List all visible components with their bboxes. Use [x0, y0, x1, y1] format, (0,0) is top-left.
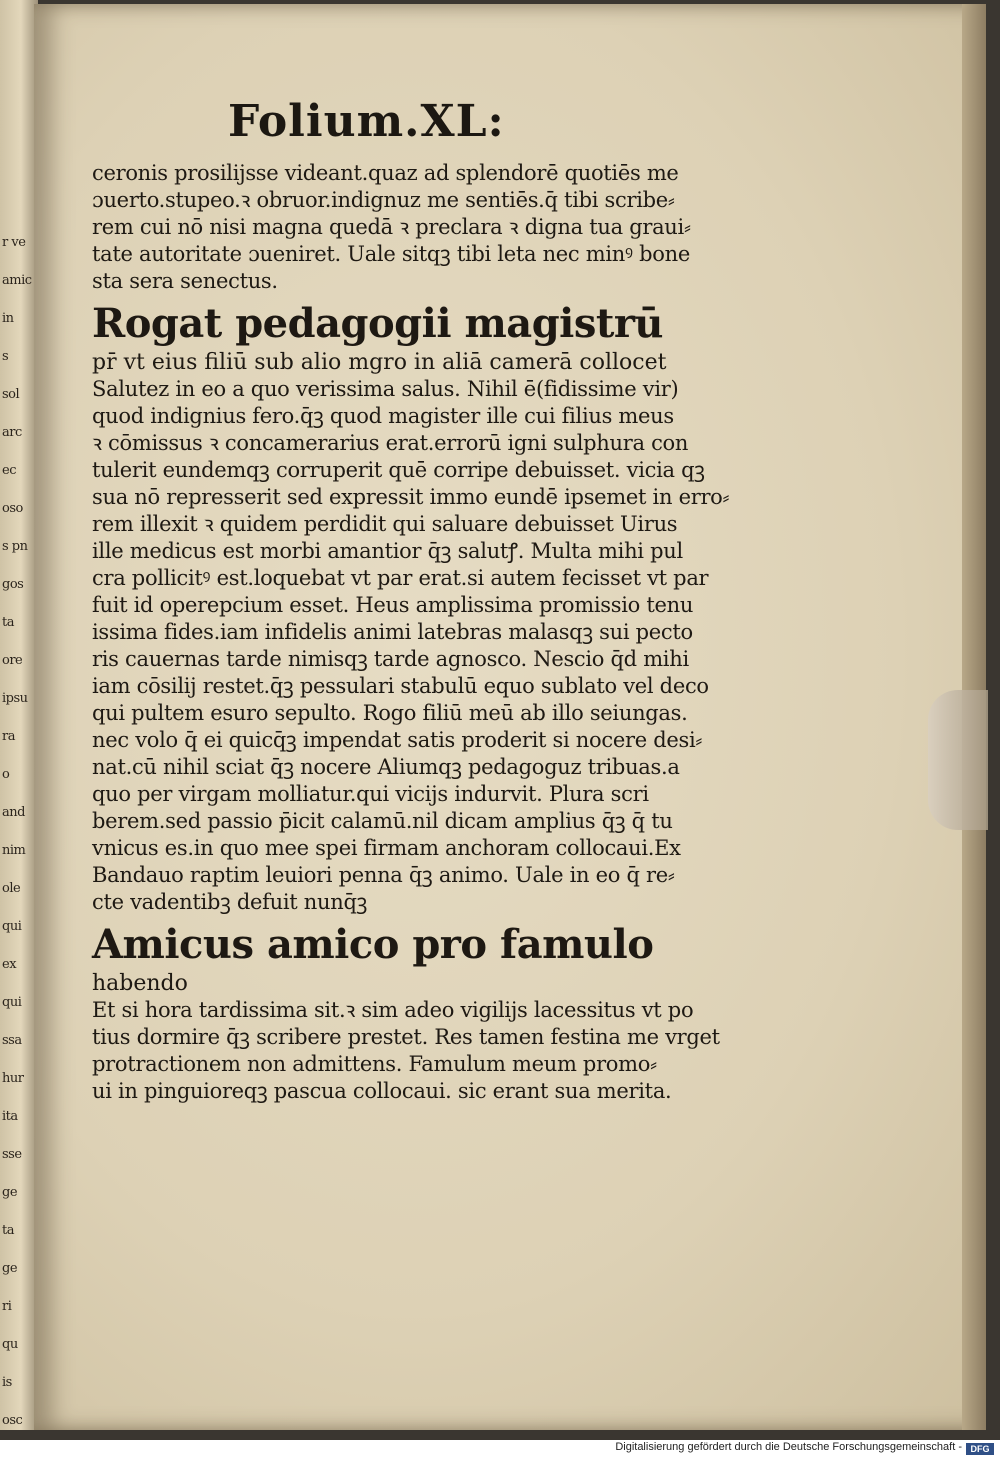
bookmark-clip: [928, 690, 988, 830]
facing-page-fragment: r ve: [2, 235, 26, 250]
text-block: [92, 160, 742, 1105]
dfg-logo: DFG: [966, 1443, 994, 1455]
facing-page-fragment: ta: [2, 615, 14, 630]
letter-body-1-line: nec volo q̄ ei quicq̄ꝫ impendat satis proderit si nocere desi⸗: [92, 728, 703, 752]
facing-page-fragment: s: [2, 349, 9, 364]
letter-body-1-line: cte vadentibꝫ defuit nunq̄ꝫ: [92, 890, 368, 914]
facing-page-fragment: ec: [2, 463, 16, 478]
letter-body-1-line: fuit id operepcium esset. Heus amplissima promissio tenu: [92, 593, 694, 617]
letter-ending-line: ceronis prosilijsse videant.quaz ad splendorē quotiēs me: [92, 161, 679, 185]
letter-body-1-line: quo per virgam molliatur.qui vicijs indurvit. Plura scri: [92, 782, 649, 806]
facing-page-fragment: ta: [2, 1223, 14, 1238]
facing-page-fragment: sol: [2, 387, 20, 402]
facing-page-fragment: ita: [2, 1109, 18, 1124]
facing-page-fragment: ssa: [2, 1033, 22, 1048]
facing-page-fragment: osc: [2, 1413, 23, 1428]
letter-heading-2-subtitle: habendo: [92, 971, 188, 996]
facing-page-fragment: in: [2, 311, 14, 326]
letter-body-1-line: rem illexit ꝛ quidem perdidit qui saluare debuisset Uirus: [92, 512, 678, 536]
letter-ending: [92, 160, 742, 295]
letter-body-1-line: ille medicus est morbi amantior q̄ꝫ salutꝭ. Multa mihi pul: [92, 539, 683, 563]
facing-page-fragment: amic: [2, 273, 32, 288]
facing-page-fragment: is: [2, 1375, 12, 1390]
letter-body-2-line: Et si hora tardissima sit.ꝛ sim adeo vigilijs lacessitus vt po: [92, 998, 694, 1022]
letter-body-1-line: Bandauo raptim leuiori penna q̄ꝫ animo. Uale in eo q̄ re⸗: [92, 863, 675, 887]
letter-ending-line: ɔuerto.stupeo.ꝛ obruor.indignuz me sentiēs.q̄ tibi scribe⸗: [92, 188, 675, 212]
letter-body-1-line: ꝛ cōmissus ꝛ concamerarius erat.errorū igni sulphura con: [92, 431, 689, 455]
facing-page-fragment: nim: [2, 843, 26, 858]
letter-heading-1-subtitle: pr̄ vt eius filiū sub alio mgro in aliā camerā collocet: [92, 350, 667, 375]
facing-page-fragment: ex: [2, 957, 17, 972]
letter-body-2: [92, 997, 742, 1105]
letter-ending-line: tate autoritate ɔueniret. Uale sitqꝫ tibi leta nec minꝰ bone: [92, 242, 690, 266]
folio-heading: Folium.XL:: [228, 96, 505, 147]
letter-body-1-line: ris cauernas tarde nimisqꝫ tarde agnosco. Nescio q̄d mihi: [92, 647, 689, 671]
facing-page-fragment: qu: [2, 1337, 18, 1352]
facing-page-fragment: oso: [2, 501, 23, 516]
facing-page-fragment: ipsu: [2, 691, 28, 706]
letter-ending-line: rem cui nō nisi magna quedā ꝛ preclara ꝛ digna tua graui⸗: [92, 215, 691, 239]
letter-body-1-line: qui pultem esuro sepulto. Rogo filiū meū ab illo seiungas.: [92, 701, 688, 725]
facing-page-fragment: arc: [2, 425, 22, 440]
facing-page-fragment: qui: [2, 919, 22, 934]
facing-page-fragment: s pn: [2, 539, 28, 554]
letter-body-1-line: issima fides.iam infidelis animi latebras malasqꝫ sui pecto: [92, 620, 693, 644]
letter-body-1-line: Salutez in eo a quo verissima salus. Nihil ē(fidissime vir): [92, 377, 679, 401]
letter-body-2-line: ui in pinguioreqꝫ pascua collocaui. sic erant sua merita.: [92, 1079, 672, 1103]
facing-page-fragment: hur: [2, 1071, 24, 1086]
letter-body-1-line: sua nō represserit sed expressit immo eundē ipsemet in erro⸗: [92, 485, 730, 509]
letter-body-1-line: iam cōsilij restet.q̄ꝫ pessulari stabulū equo sublato vel deco: [92, 674, 709, 698]
facing-page-fragment: gos: [2, 577, 24, 592]
facing-page-fragment: ole: [2, 881, 21, 896]
facing-page-fragment: qui: [2, 995, 22, 1010]
letter-body-1-line: berem.sed passio p̄icit calamū.nil dicam amplius q̄ꝫ q̄ tu: [92, 809, 673, 833]
letter-body-2-line: protractionem non admittens. Famulum meum promo⸗: [92, 1052, 657, 1076]
facing-page-fragment: ge: [2, 1261, 18, 1276]
facing-page-fragment: sse: [2, 1147, 22, 1162]
letter-heading-1: Rogat pedagogii magistrū: [92, 300, 664, 347]
funding-notice: Digitalisierung gefördert durch die Deutsche Forschungsgemeinschaft -: [615, 1441, 962, 1453]
letter-body-1-line: vnicus es.in quo mee spei firmam anchoram collocaui.Ex: [92, 836, 681, 860]
letter-heading-2: Amicus amico pro famulo: [92, 921, 654, 968]
letter-body-1-line: tulerit eundemqꝫ corruperit quē corripe debuisset. vicia qꝫ: [92, 458, 705, 482]
facing-page-edge: [0, 0, 38, 1430]
facing-page-fragment: o: [2, 767, 10, 782]
letter-body-1-line: quod indignius fero.q̄ꝫ quod magister ille cui filius meus: [92, 404, 674, 428]
facing-page-fragment: ge: [2, 1185, 18, 1200]
facing-page-fragment: ri: [2, 1299, 12, 1314]
footer-bar: [0, 1440, 1000, 1459]
facing-page-fragment: ra: [2, 729, 15, 744]
letter-body-1: [92, 376, 742, 916]
letter-ending-line: sta sera senectus.: [92, 269, 278, 293]
letter-body-2-line: tius dormire q̄ꝫ scribere prestet. Res tamen festina me vrget: [92, 1025, 720, 1049]
facing-page-fragment: and: [2, 805, 25, 820]
letter-body-1-line: nat.cū nihil sciat q̄ꝫ nocere Aliumqꝫ pedagoguz tribuas.a: [92, 755, 680, 779]
letter-body-1-line: cra pollicitꝰ est.loquebat vt par erat.si autem fecisset vt par: [92, 566, 709, 590]
facing-page-fragment: ore: [2, 653, 23, 668]
